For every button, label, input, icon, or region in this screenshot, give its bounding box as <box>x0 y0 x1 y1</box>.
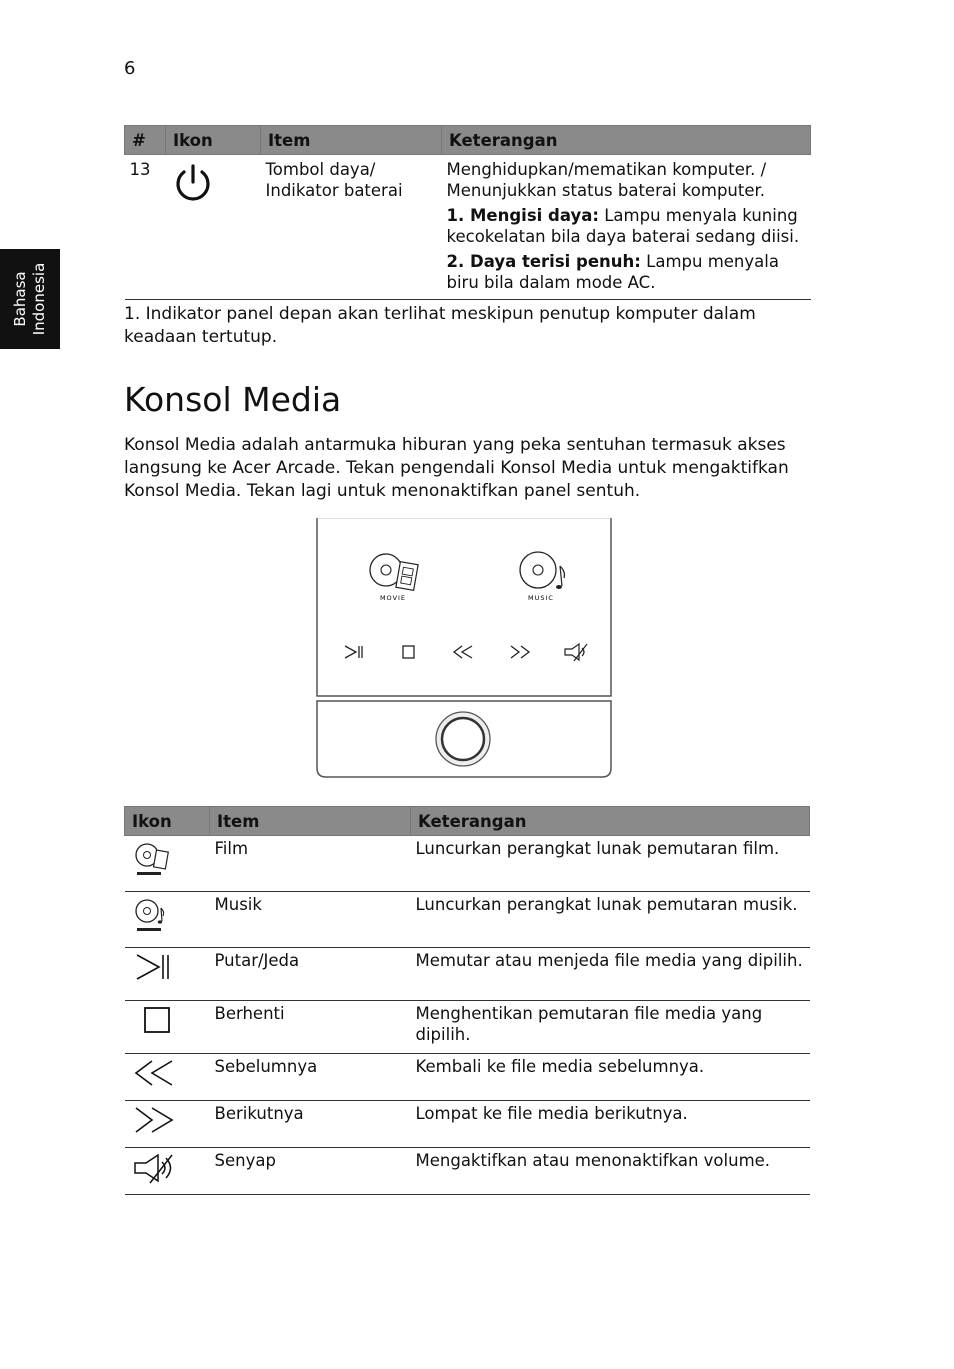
side-tab-line1: Bahasa <box>11 271 29 327</box>
intro-paragraph: Konsol Media adalah antarmuka hiburan yang peka sentuhan termasuk akses langsung ke Acer Arcade. Tekan pengendali Konsol Media untuk mengaktifkan Konsol Media. Tekan lagi untuk menonaktifkan panel sentuh. <box>124 435 789 501</box>
footnote: 1. Indikator panel depan akan terlihat meskipun penutup komputer dalam keadaan tertutup. <box>124 304 756 347</box>
item-line2: Indikator baterai <box>265 181 403 200</box>
stop-icon <box>130 1003 174 1037</box>
item-line1: Tombol daya/ <box>265 160 376 179</box>
console-activation-button[interactable] <box>436 712 490 766</box>
row-description: Luncurkan perangkat lunak pemutaran film. <box>411 836 810 892</box>
power-table <box>124 125 811 300</box>
charging-text: Lampu menyala kuning kecokelatan bila daya baterai sedang diisi. <box>446 206 800 246</box>
mute-icon <box>130 1150 178 1186</box>
table-row <box>125 1054 810 1101</box>
row-item: Putar/Jeda <box>210 948 411 1001</box>
row-description: Mengaktifkan atau menonaktifkan volume. <box>411 1148 810 1195</box>
movie-icon <box>130 838 170 878</box>
row-item: Sebelumnya <box>210 1054 411 1101</box>
row-description: Luncurkan perangkat lunak pemutaran musik. <box>411 892 810 948</box>
icon-cell <box>125 1101 210 1148</box>
music-icon <box>130 894 170 934</box>
row-description: Menghentikan pemutaran file media yang dipilih. <box>411 1001 810 1054</box>
power-icon <box>171 161 215 205</box>
page-number: 6 <box>124 58 136 79</box>
console-stop-icon <box>403 646 414 658</box>
icon-cell <box>125 1148 210 1195</box>
section-title: Konsol Media <box>124 380 342 419</box>
table-row <box>125 1148 810 1195</box>
console-movie-icon <box>370 554 418 590</box>
row-description: Kembali ke file media sebelumnya. <box>411 1054 810 1101</box>
table-row <box>125 892 810 948</box>
console-music-label: MUSIC <box>528 594 554 602</box>
charging-label: 1. Mengisi daya: <box>446 206 599 225</box>
console-previous-icon <box>454 646 472 658</box>
full-label: 2. Daya terisi penuh: <box>446 252 641 271</box>
row-item: Musik <box>210 892 411 948</box>
console-next-icon <box>511 646 529 658</box>
desc-line2: Menunjukkan status baterai komputer. <box>446 181 766 200</box>
previous-icon <box>130 1056 178 1090</box>
row-item: Berikutnya <box>210 1101 411 1148</box>
icon-cell <box>125 1001 210 1054</box>
table-row <box>125 1101 810 1148</box>
icon-cell <box>125 836 210 892</box>
icon-cell <box>125 892 210 948</box>
row-item <box>261 155 442 300</box>
icon-cell <box>125 1054 210 1101</box>
row-description <box>442 155 811 300</box>
media-console-illustration <box>316 518 612 778</box>
console-music-icon <box>520 552 565 589</box>
col-description: Keterangan <box>411 807 810 836</box>
row-item: Film <box>210 836 411 892</box>
col-number: # <box>125 126 166 155</box>
console-mute-icon <box>565 644 587 661</box>
row-number: 13 <box>125 155 166 300</box>
side-tab-line2: Indonesia <box>30 262 48 336</box>
row-description: Lompat ke file media berikutnya. <box>411 1101 810 1148</box>
full-text: Lampu menyala biru bila dalam mode AC. <box>446 252 779 292</box>
play-pause-icon <box>130 950 174 984</box>
next-icon <box>130 1103 178 1137</box>
table-row <box>125 155 811 300</box>
row-description: Memutar atau menjeda file media yang dipilih. <box>411 948 810 1001</box>
media-console-table <box>124 806 810 1195</box>
table-row <box>125 948 810 1001</box>
row-icon-cell <box>166 155 261 300</box>
col-icon: Ikon <box>125 807 210 836</box>
table-row <box>125 1001 810 1054</box>
icon-cell <box>125 948 210 1001</box>
desc-line1: Menghidupkan/mematikan komputer. / <box>446 160 767 179</box>
col-item: Item <box>210 807 411 836</box>
table-row <box>125 836 810 892</box>
language-side-tab <box>0 249 60 349</box>
col-item: Item <box>261 126 442 155</box>
col-description: Keterangan <box>442 126 811 155</box>
row-item: Berhenti <box>210 1001 411 1054</box>
console-movie-label: MOVIE <box>379 594 407 602</box>
row-item: Senyap <box>210 1148 411 1195</box>
console-play-pause-icon <box>345 646 362 658</box>
col-icon: Ikon <box>166 126 261 155</box>
